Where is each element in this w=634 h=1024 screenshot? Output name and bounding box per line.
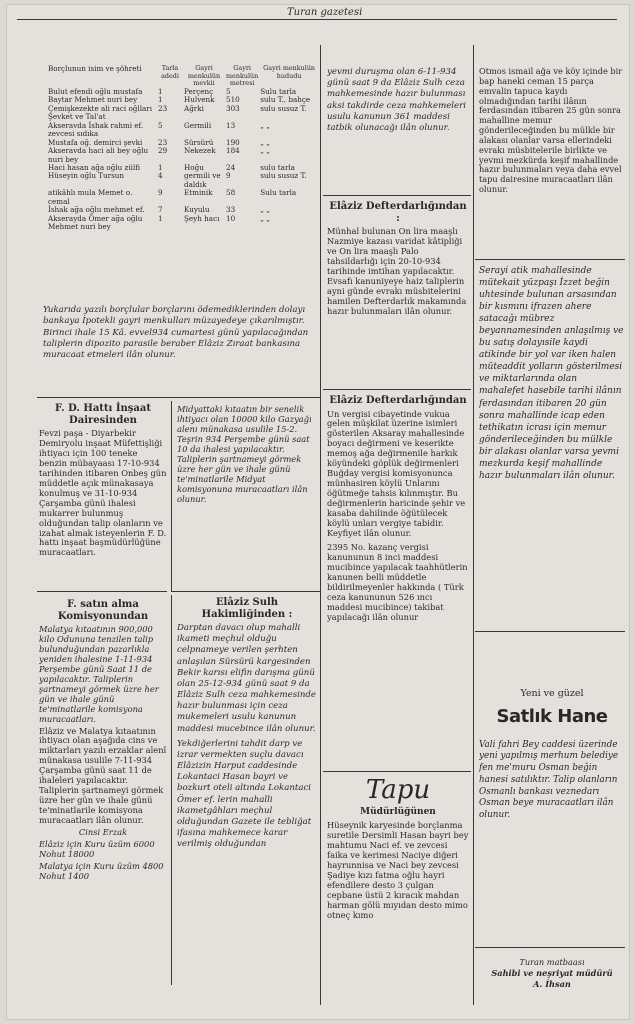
hatti-insaat-title: F. D. Hattı İnşaat Dairesinden bbox=[55, 403, 151, 426]
defterdarlik-notice-2 bbox=[327, 393, 469, 763]
hatti-insaat-body: Fevzi paşa - Diyarbekir Demiryolu inşaat Müfettişliği ihtiyacı için 100 teneke benzin mübayaası 17-10-934 tarihinden itibaren Onbeş gün müddetle açık münakasaya konulmuş ve 31-10-934 Çarşamba günü ihalesi mukarrer bulunmuş olduğundan talip olanların ve izahat almak isteyenlerin F. D. hattı inşaat başmüdürlüğüne muracaatları. bbox=[39, 428, 167, 558]
satin-alma-title: F. satın alma Komisyonundan bbox=[57, 599, 149, 622]
midyat-notice: Midyattaki kıtaatın bir senelik ihtiyacı olan 10000 kilo Gazyağı alenı münakasa usulile 15-2. Teşrin 934 Perşembe günü saat 10 da ihalesi yapılacaktır. Taliplerin şartnameyi görmek üzre her gün ve ihale günü te'minatlarile Midyat komisyonuna muracaatları ilân olunur. bbox=[177, 405, 312, 504]
sulh-hakimligi-body2: Yekdiğerlerini tahdit darp ve izrar vermekten suçlu davacı Elâzizin Harput caddesinde Lokantaci Hasan bayri ve bozkurt oteli altında Lokantaci Ömer ef. lerin mahalli ikametgâhları meçhul olduğundan Gazete ile tebliğat ifasına mahkemece karar verilmiş olduğundan bbox=[177, 738, 312, 850]
imprint-line1: Turan matbaası bbox=[519, 957, 585, 967]
rule-tapu-top bbox=[323, 771, 471, 772]
cell-count: 1 bbox=[158, 163, 163, 172]
cell-count: 4 bbox=[158, 171, 163, 181]
cell-location: Hulvenk bbox=[184, 95, 215, 105]
satlik-hane-title: Satlık Hane bbox=[496, 705, 608, 727]
cell-location: Perçenç bbox=[184, 86, 214, 96]
tapu-logo: Tapu bbox=[365, 777, 431, 805]
running-header: Turan gazetesi bbox=[287, 7, 363, 18]
cell-count: 23 bbox=[158, 103, 168, 113]
cell-borders: „ „ bbox=[260, 137, 270, 147]
cell-area: 303 bbox=[226, 103, 240, 113]
debt-table bbox=[47, 65, 319, 232]
cell-count: 29 bbox=[158, 146, 168, 156]
cell-location: Hoğu bbox=[184, 163, 204, 172]
satin-alma-cins-label: Cinsi Erzak bbox=[78, 827, 128, 838]
cell-name: atikâhlı mula Memet o. cemal bbox=[48, 188, 133, 206]
cell-area: 184 bbox=[226, 146, 240, 156]
cell-location: Nekezek bbox=[184, 146, 216, 156]
table-row bbox=[47, 122, 319, 139]
table-row bbox=[47, 189, 319, 206]
otmos-notice: Otmos ismail ağa ve köy içinde bir bap haneki ceman 15 parça emvalin tapuca kaydı olmadığından tarihi ilânın ferdasından itibaren 25 gün sonra mahalline memur gönderileceğinden bu mülkle bir alakası olanlar varsa ellerindeki evrakı müsbitelerile birlikte ve yevmi mezkürda keşif mahallinde hazır bulunmaları veya daha evvel tapu dairesine muracaatları ilân olunur. bbox=[479, 67, 623, 195]
cell-borders: sulu T., bahçe bbox=[260, 95, 311, 105]
rule-def2-top bbox=[323, 389, 471, 390]
satin-alma-body1: Malatya kıtaatının 900,000 kilo Odununa tenzilen talip bulunduğundan pazarlıkla yeniden ihalesine 1-11-934 Perşembe günü Saat 11 de yapılacaktır. Taliplerin şartnameyi görmek üzre her gün ve ihale günü te'minatlarile komisyona muracaatları. bbox=[39, 624, 159, 724]
cell-count: 1 bbox=[158, 86, 163, 96]
cell-count: 1 bbox=[158, 213, 163, 223]
cell-borders: „ „ bbox=[260, 205, 270, 215]
cell-area: 33 bbox=[226, 205, 236, 215]
defterdarlik2-body1: Un vergisi cibayetinde vukua gelen müşkilat üzerine isimleri gösterilen Aksaray mahallesinde boyacı değirmeni ve keserikte memoş ağa değirmenile harkık köyündeki göplük değirmenleri Buğday vergisi komisyonunca münhasiren köylü Unlarını öğütmeğe tahsis kılınmıştır. Bu değirmenlerin haricinde şehir ve kasaba dahilinde öğütülecek köylü unları vergiye tabidir. Keyfiyet ilân olunur. bbox=[327, 408, 466, 538]
rule-sulh-left bbox=[171, 595, 172, 985]
cell-location: Germili bbox=[184, 120, 212, 130]
defterdarlik2-body2: 2395 No. kazanç vergisi kanununun 8 inci maddesi mucibince yapılacak taahhütlerin kanunen belli müddetle bildirilmeyenler hakkında ( Türk ceza kanununun 526 ıncı maddesi mucibince) takibat yapılacağı ilân olunur bbox=[327, 541, 468, 622]
cell-borders: sulu tarla bbox=[260, 163, 295, 172]
cell-count: 5 bbox=[158, 120, 163, 130]
sulh-hakimligi-notice bbox=[177, 595, 317, 990]
cell-area: 190 bbox=[226, 137, 240, 147]
table-row bbox=[47, 215, 319, 232]
cell-location: Şeyh hacı bbox=[184, 213, 220, 223]
cell-count: 9 bbox=[158, 188, 163, 198]
cell-count: 1 bbox=[158, 95, 163, 105]
debt-header-location: Gayri menkulün mevkii bbox=[187, 65, 221, 88]
rule-def1-top bbox=[323, 195, 471, 196]
debt-table-header bbox=[47, 65, 319, 88]
cell-location: Kuyulu bbox=[184, 205, 210, 215]
cell-name: Akserayda Ömer ağa oğlu Mehmet nuri bey bbox=[48, 213, 143, 232]
sulh-hakimligi-body1: Darptan davacı olup mahalli ikameti meçhul olduğu celpnameye verilen şerhten anlaşılan Sürsürü kargesinden Bekir karısı elifin darışma günü olan 25-12-934 günü saat 9 da Elâziz Sulh ceza mahkemesinde hazır bulunması için ceza mukemeleri usulu kanunun maddesi mucebince ilân olunur. bbox=[177, 623, 317, 734]
cell-location: Sürsürü bbox=[184, 137, 214, 147]
tapu-body: Hüseynik karyesinde borçlanma suretile Dersimli Hasan bayri bey mahtumu Naci ef. ve zevcesi faika ve kerimesi Naciye diğeri hayrunnisa ve Naci bey zevcesi Şadiye kızı fatma oğlu hayri efendilere desto 3 çulgan cepbane üstü 2 kıracık mahdan harman gölü mıyıdan desto mimo otneç kımo bbox=[327, 820, 469, 920]
defterdarlik1-body: Münhal bulunan On lira maaşlı Nazmiye kazası varidat kâtipliği ve On lira maaşlı Palo tahsildarlığı için 20-10-934 tarihinde imtihan yapılacaktır. Evsafı kanuniyeye haiz taliplerin ayni günde evrakı müsbitelerini hamilen Defterdarlık makamında hazır bulunmaları ilân olunur. bbox=[327, 226, 467, 316]
serayi-notice: Serayi atik mahallesinde mütekait yüzpaşı İzzet beğin uhtesinde bulunan arsasından bir kısmını ifrazen ahere satacağı mübrez beyannamesinden anlaşılmış ve bu satış dolayısile kaydi atikinde bir yol var iken halen müteaddit yolların gösterilmesi ve miktarlarında olan mahalefet hasebile tarihi ilânın ferdasından itibaren 20 gün sonra mahallinde icap eden tethikatın icrası için memur gönderileceğinden bu mülkle bir alakası olanlar varsa yevmi mezkurda keşif mahallinde hazır bulunmaları ilân olunur. bbox=[479, 266, 624, 481]
cell-area: 13 bbox=[226, 120, 236, 130]
debt-note: Yukarıda yazılı borçlular borçlarını ödemediklerinden dolayı bankaya İpotekli gayri menkulları müzayedeye çıkarılmıştır. Birinci ihale 15 Kâ. evvel934 cumartesi günü yapılacağından taliplerin dipozito parasile beraber Elâziz Zıraat bankasına muracaat etmeleri ilân olunur. bbox=[43, 305, 309, 361]
cell-location: germili ve daldık bbox=[184, 171, 221, 189]
tapu-title: Müdürlüğünen bbox=[360, 807, 436, 817]
debt-header-area: Gayri menkulün metresi bbox=[226, 65, 259, 88]
table-row bbox=[47, 147, 319, 164]
rule-sulh-top bbox=[171, 591, 320, 592]
cell-area: 5 bbox=[226, 86, 231, 96]
cell-borders: „ „ bbox=[260, 120, 270, 130]
cell-count: 7 bbox=[158, 205, 163, 215]
imprint-footer bbox=[479, 957, 625, 1007]
cell-location: Ağrki bbox=[184, 103, 204, 113]
rule-debt-bottom bbox=[37, 397, 320, 398]
sulh-hakimligi-title: Elâziz Sulh Hakimliğinden : bbox=[201, 597, 293, 620]
satin-alma-item: Elâziz için Kuru üzüm 6000 Nohut 18000 bbox=[39, 839, 155, 859]
rule-satin-top bbox=[37, 591, 167, 592]
cell-borders: Sulu tarla bbox=[260, 86, 297, 96]
cell-borders: Sulu tarla bbox=[260, 188, 297, 198]
table-row bbox=[47, 172, 319, 189]
rule-midyat-left bbox=[171, 401, 172, 591]
satin-alma-item: Malatya için Kuru üzüm 4800 Nohut 1400 bbox=[39, 860, 164, 881]
rule-satlik-top bbox=[475, 631, 625, 632]
cell-name: Akseravda haci ali bey oğlu nuri bey bbox=[48, 146, 149, 164]
rule-serayi-top bbox=[475, 259, 625, 260]
satlik-hane-heading: Yeni ve güzel bbox=[520, 689, 584, 699]
debt-header-name: Borçlunun isim ve şöhreti bbox=[48, 65, 142, 73]
imprint-line3: A. İhsan bbox=[533, 979, 571, 990]
defterdarlik-notice-1 bbox=[327, 199, 469, 385]
rule-footer-top bbox=[475, 947, 625, 948]
defterdarlik2-title: Elâziz Defterdarlığından bbox=[329, 395, 467, 406]
cell-count: 23 bbox=[158, 137, 168, 147]
satin-alma-body2: Elâziz ve Malatya kıtaatının ihtiyacı olan aşağıda cins ve miktarları yazılı erzaklar alenî münakasa usulile 7-11-934 Çarşamba günü saat 11 de ihaleleri yapılacaktır. Taliplerin şartnameyi görmek üzre her gün ve ihale günü te'minatlarile komisyona muracaatları ilân olunur. bbox=[39, 725, 167, 826]
debt-header-borders: Gayri menkulün hududu bbox=[263, 65, 316, 80]
cell-area: 10 bbox=[226, 213, 236, 223]
hatti-insaat-notice bbox=[39, 401, 167, 587]
column-divider-1 bbox=[320, 45, 321, 1005]
cell-borders: sulu susuz T. bbox=[260, 103, 307, 113]
cell-name: Akseravda İshak rahmi ef. zevcesi sıdıka bbox=[48, 120, 144, 139]
debt-table-section bbox=[47, 65, 319, 295]
table-row bbox=[47, 105, 319, 122]
cell-location: Etminik bbox=[184, 188, 213, 198]
satlik-hane-body: Vali fahri Bey caddesi üzerinde yeni yapılmış merhum belediye fen me'muru Osman beğin hanesi satılıktır. Talip olanların Osmanlı bankası veznedarı Osman beye muracaatları ilân olunur. bbox=[479, 739, 619, 821]
cell-name: İshak ağa oğlu mehmet ef. bbox=[48, 205, 145, 215]
cell-name: Mustafa oğ. demirci şevki bbox=[48, 137, 143, 147]
imprint-line2: Sahibi ve neşriyat müdürü bbox=[491, 968, 613, 979]
durusma-notice: yevmi duruşma olan 6-11-934 günü saat 9 da Elâziz Sulh ceza mahkemesinde hazır bulunması aksi takdirde ceza mahkemeleri usulu kanunun 361 maddesi tatbik olunacağı ilân olunur. bbox=[327, 67, 466, 133]
cell-borders: „ „ bbox=[260, 146, 270, 156]
cell-area: 9 bbox=[226, 171, 231, 181]
cell-area: 24 bbox=[226, 163, 236, 172]
newspaper-page bbox=[6, 4, 630, 1020]
cell-area: 510 bbox=[226, 95, 240, 105]
satin-alma-notice bbox=[39, 597, 167, 989]
satlik-hane-notice bbox=[479, 689, 625, 919]
cell-borders: „ „ bbox=[260, 213, 270, 223]
header-rule bbox=[17, 19, 617, 20]
cell-area: 58 bbox=[226, 188, 236, 198]
cell-name: Baytar Mehmet nuri bey bbox=[48, 95, 138, 105]
debt-header-count: Tarla adedi bbox=[161, 65, 179, 80]
defterdarlik1-title: Elâziz Defterdarlığından : bbox=[329, 201, 467, 224]
cell-name: Hüseyin oğlu Tursun bbox=[48, 171, 125, 181]
tapu-notice bbox=[327, 777, 469, 1007]
column-divider-2 bbox=[473, 45, 474, 1005]
cell-name: Bulut efendi oğlu mustafa bbox=[48, 86, 143, 96]
cell-borders: sulu susuz T. bbox=[260, 171, 307, 181]
cell-name: Çemişkezekte ali raci oğlları Şevket ve Tal'at bbox=[48, 103, 153, 122]
cell-name: Haci hasan ağa oğlu zülfi bbox=[48, 163, 141, 172]
